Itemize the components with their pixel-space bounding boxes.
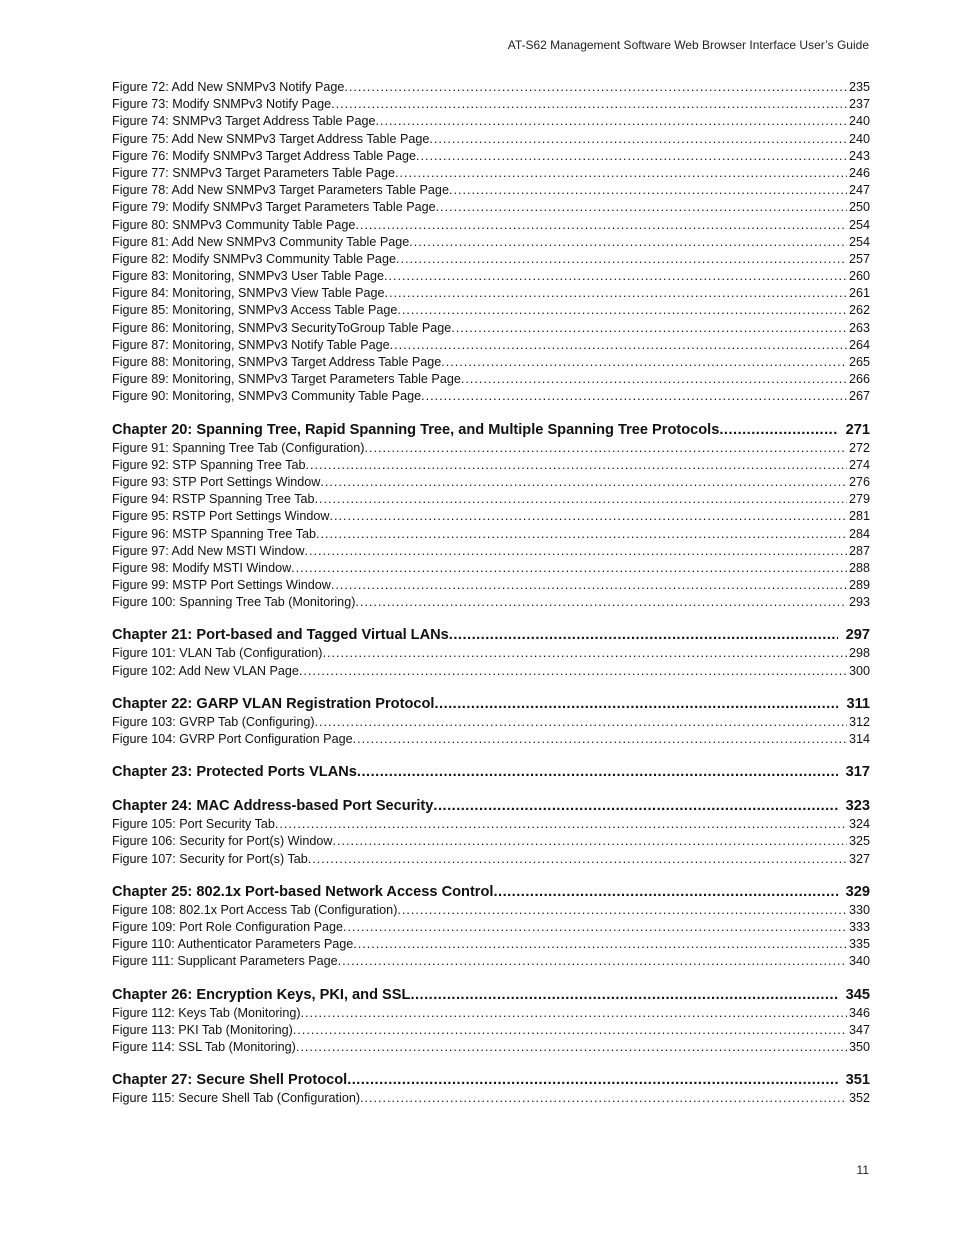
figure-title: Figure 75: Add New SNMPv3 Target Address Table Page <box>112 131 430 146</box>
dot-leader <box>433 797 837 816</box>
figure-page-number: 279 <box>848 492 870 507</box>
figure-title: Figure 77: SNMPv3 Target Parameters Table Page <box>112 165 396 180</box>
figure-page-number: 237 <box>848 97 870 112</box>
dot-leader <box>357 763 838 782</box>
figure-title: Figure 78: Add New SNMPv3 Target Parameters Table Page <box>112 183 449 198</box>
figure-entry[interactable] <box>112 148 870 165</box>
figure-page-number: 246 <box>848 165 870 180</box>
running-header: AT-S62 Management Software Web Browser Interface User’s Guide <box>507 38 869 52</box>
figure-title: Figure 96: MSTP Spanning Tree Tab <box>112 526 316 541</box>
figure-page-number: 293 <box>848 595 870 610</box>
figure-page-number: 254 <box>848 217 870 232</box>
figure-title: Figure 89: Monitoring, SNMPv3 Target Parameters Table Page <box>112 372 461 387</box>
figure-title: Figure 113: PKI Tab (Monitoring) <box>112 1022 293 1037</box>
dot-leader <box>291 560 847 577</box>
figure-page-number: 335 <box>848 937 870 952</box>
figure-entry[interactable] <box>112 919 870 936</box>
chapter-title: Chapter 23: Protected Ports VLANs <box>112 764 357 781</box>
figure-entry[interactable] <box>112 833 870 850</box>
chapter-entry[interactable] <box>112 1071 870 1090</box>
figure-entry[interactable] <box>112 302 870 319</box>
dot-leader <box>429 131 847 148</box>
chapter-page-number: 297 <box>845 627 870 644</box>
figure-page-number: 267 <box>848 389 870 404</box>
figure-page-number: 347 <box>848 1022 870 1037</box>
figure-title: Figure 106: Security for Port(s) Window <box>112 834 333 849</box>
dot-leader <box>409 234 847 251</box>
figure-title: Figure 90: Monitoring, SNMPv3 Community Table Page <box>112 389 422 404</box>
dot-leader <box>331 96 847 113</box>
dot-leader <box>331 577 847 594</box>
figure-title: Figure 107: Security for Port(s) Tab <box>112 851 308 866</box>
figure-title: Figure 93: STP Port Settings Window <box>112 474 321 489</box>
figure-title: Figure 105: Port Security Tab <box>112 817 275 832</box>
figure-title: Figure 94: RSTP Spanning Tree Tab <box>112 492 315 507</box>
figure-entry[interactable] <box>112 714 870 731</box>
figure-entry[interactable] <box>112 320 870 337</box>
figure-entry[interactable] <box>112 285 870 302</box>
figure-title: Figure 112: Keys Tab (Monitoring) <box>112 1005 301 1020</box>
dot-leader <box>396 251 847 268</box>
figure-entry[interactable] <box>112 816 870 833</box>
figure-page-number: 254 <box>848 234 870 249</box>
chapter-entry[interactable] <box>112 986 870 1005</box>
figure-title: Figure 108: 802.1x Port Access Tab (Configuration) <box>112 902 398 917</box>
figure-entry[interactable] <box>112 337 870 354</box>
dot-leader <box>347 1071 837 1090</box>
figure-page-number: 243 <box>848 148 870 163</box>
figure-entry[interactable] <box>112 936 870 953</box>
figure-page-number: 263 <box>848 320 870 335</box>
chapter-entry[interactable] <box>112 763 870 782</box>
figure-page-number: 327 <box>848 851 870 866</box>
figure-entry[interactable] <box>112 1005 870 1022</box>
dot-leader <box>449 182 847 199</box>
dot-leader <box>305 457 847 474</box>
chapter-title: Chapter 25: 802.1x Port-based Network Access Control <box>112 883 494 900</box>
figure-entry[interactable] <box>112 96 870 113</box>
figure-page-number: 272 <box>848 440 870 455</box>
figure-title: Figure 91: Spanning Tree Tab (Configuration) <box>112 440 365 455</box>
figure-page-number: 346 <box>848 1005 870 1020</box>
figure-title: Figure 83: Monitoring, SNMPv3 User Table Page <box>112 269 385 284</box>
figure-page-number: 240 <box>848 114 870 129</box>
figure-entry[interactable] <box>112 526 870 543</box>
figure-page-number: 330 <box>848 902 870 917</box>
chapter-entry[interactable] <box>112 695 870 714</box>
dot-leader <box>275 816 847 833</box>
figure-page-number: 274 <box>848 457 870 472</box>
dot-leader <box>299 663 847 680</box>
figure-entry[interactable] <box>112 902 870 919</box>
figure-title: Figure 109: Port Role Configuration Page <box>112 919 344 934</box>
figure-entry[interactable] <box>112 491 870 508</box>
dot-leader <box>441 354 847 371</box>
figure-title: Figure 111: Supplicant Parameters Page <box>112 954 338 969</box>
dot-leader <box>344 79 847 96</box>
figure-title: Figure 73: Modify SNMPv3 Notify Page <box>112 97 332 112</box>
figure-entry[interactable] <box>112 182 870 199</box>
chapter-title: Chapter 24: MAC Address-based Port Security <box>112 798 434 815</box>
figure-entry[interactable] <box>112 251 870 268</box>
figure-title: Figure 88: Monitoring, SNMPv3 Target Address Table Page <box>112 355 442 369</box>
figure-entry[interactable] <box>112 388 870 405</box>
dot-leader <box>316 526 847 543</box>
dot-leader <box>451 320 847 337</box>
dot-leader <box>329 508 847 525</box>
figure-page-number: 350 <box>848 1039 870 1054</box>
dot-leader <box>493 883 837 902</box>
figure-title: Figure 101: VLAN Tab (Configuration) <box>112 646 323 661</box>
dot-leader <box>385 285 847 302</box>
figure-page-number: 340 <box>848 954 870 969</box>
figure-page-number: 262 <box>848 303 870 318</box>
figure-page-number: 298 <box>848 646 870 661</box>
figure-entry[interactable] <box>112 474 870 491</box>
figure-page-number: 250 <box>848 200 870 215</box>
figure-entry[interactable] <box>112 1090 870 1107</box>
dot-leader <box>416 148 847 165</box>
figure-title: Figure 110: Authenticator Parameters Page <box>112 937 354 952</box>
figure-title: Figure 80: SNMPv3 Community Table Page <box>112 217 356 232</box>
figure-page-number: 265 <box>848 355 870 369</box>
chapter-entry[interactable] <box>112 626 870 645</box>
figure-title: Figure 82: Modify SNMPv3 Community Table Page <box>112 251 396 266</box>
figure-entry[interactable] <box>112 457 870 474</box>
dot-leader <box>461 371 847 388</box>
figure-entry[interactable] <box>112 79 870 96</box>
figure-page-number: 281 <box>848 509 870 524</box>
figure-entry[interactable] <box>112 199 870 216</box>
figure-entry[interactable] <box>112 1039 870 1056</box>
chapter-title: Chapter 20: Spanning Tree, Rapid Spanning Tree, and Multiple Spanning Tree Protocols <box>112 421 720 438</box>
dot-leader <box>304 543 847 560</box>
chapter-title: Chapter 22: GARP VLAN Registration Protocol <box>112 695 435 712</box>
figure-title: Figure 114: SSL Tab (Monitoring) <box>112 1039 296 1054</box>
dot-leader <box>343 919 847 936</box>
dot-leader <box>338 953 847 970</box>
figure-title: Figure 81: Add New SNMPv3 Community Table Page <box>112 234 410 249</box>
dot-leader <box>320 474 847 491</box>
figure-entry[interactable] <box>112 113 870 130</box>
figure-page-number: 284 <box>848 526 870 541</box>
dot-leader <box>315 491 847 508</box>
figure-title: Figure 98: Modify MSTI Window <box>112 560 292 575</box>
figure-entry[interactable] <box>112 851 870 868</box>
table-of-figures <box>112 79 870 1107</box>
figure-title: Figure 99: MSTP Port Settings Window <box>112 578 331 593</box>
dot-leader <box>719 421 837 440</box>
figure-page-number: 257 <box>848 251 870 266</box>
dot-leader <box>355 217 847 234</box>
dot-leader <box>355 594 847 611</box>
figure-title: Figure 92: STP Spanning Tree Tab <box>112 457 306 472</box>
dot-leader <box>293 1022 847 1039</box>
figure-entry[interactable] <box>112 731 870 748</box>
dot-leader <box>384 268 847 285</box>
dot-leader <box>353 731 847 748</box>
chapter-page-number: 311 <box>846 695 870 712</box>
figure-entry[interactable] <box>112 577 870 594</box>
figure-title: Figure 79: Modify SNMPv3 Target Parameters Table Page <box>112 200 436 215</box>
figure-page-number: 266 <box>848 372 870 387</box>
figure-page-number: 352 <box>848 1091 870 1106</box>
chapter-page-number: 317 <box>845 764 870 781</box>
dot-leader <box>365 440 847 457</box>
chapter-title: Chapter 21: Port-based and Tagged Virtual LANs <box>112 627 449 644</box>
dot-leader <box>436 199 847 216</box>
chapter-page-number: 323 <box>845 798 870 815</box>
dot-leader <box>397 302 847 319</box>
dot-leader <box>449 626 838 645</box>
figure-page-number: 247 <box>848 183 870 198</box>
figure-title: Figure 76: Modify SNMPv3 Target Address Table Page <box>112 148 417 163</box>
chapter-entry[interactable] <box>112 883 870 902</box>
chapter-page-number: 329 <box>845 883 870 900</box>
dot-leader <box>434 695 838 714</box>
dot-leader <box>375 113 847 130</box>
figure-entry[interactable] <box>112 131 870 148</box>
dot-leader <box>395 165 847 182</box>
dot-leader <box>332 833 847 850</box>
figure-title: Figure 85: Monitoring, SNMPv3 Access Table Page <box>112 303 398 318</box>
figure-title: Figure 87: Monitoring, SNMPv3 Notify Table Page <box>112 337 390 352</box>
figure-title: Figure 86: Monitoring, SNMPv3 SecurityToGroup Table Page <box>112 320 452 335</box>
figure-page-number: 289 <box>848 578 870 593</box>
figure-page-number: 276 <box>848 474 870 489</box>
figure-page-number: 287 <box>848 543 870 558</box>
figure-entry[interactable] <box>112 354 870 371</box>
figure-title: Figure 100: Spanning Tree Tab (Monitoring) <box>112 595 356 610</box>
chapter-title: Chapter 26: Encryption Keys, PKI, and SSL <box>112 986 411 1003</box>
figure-page-number: 314 <box>848 732 870 746</box>
chapter-page-number: 345 <box>845 986 870 1003</box>
figure-title: Figure 72: Add New SNMPv3 Notify Page <box>112 80 345 94</box>
figure-entry[interactable] <box>112 663 870 680</box>
dot-leader <box>390 337 847 354</box>
dot-leader <box>360 1090 847 1107</box>
dot-leader <box>301 1005 847 1022</box>
chapter-entry[interactable] <box>112 421 870 440</box>
figure-entry[interactable] <box>112 508 870 525</box>
figure-entry[interactable] <box>112 560 870 577</box>
figure-entry[interactable] <box>112 645 870 662</box>
dot-leader <box>322 645 847 662</box>
figure-page-number: 325 <box>848 834 870 849</box>
figure-title: Figure 103: GVRP Tab (Configuring) <box>112 714 315 729</box>
chapter-page-number: 271 <box>845 421 870 438</box>
figure-page-number: 324 <box>848 817 870 832</box>
figure-entry[interactable] <box>112 594 870 611</box>
figure-page-number: 260 <box>848 269 870 284</box>
figure-entry[interactable] <box>112 440 870 457</box>
figure-entry[interactable] <box>112 268 870 285</box>
figure-title: Figure 84: Monitoring, SNMPv3 View Table Page <box>112 286 385 301</box>
figure-title: Figure 102: Add New VLAN Page <box>112 663 299 678</box>
dot-leader <box>315 714 847 731</box>
page-number: 11 <box>856 1163 869 1177</box>
figure-entry[interactable] <box>112 953 870 970</box>
figure-entry[interactable] <box>112 217 870 234</box>
figure-entry[interactable] <box>112 165 870 182</box>
dot-leader <box>397 902 847 919</box>
chapter-entry[interactable] <box>112 797 870 816</box>
figure-entry[interactable] <box>112 543 870 560</box>
figure-page-number: 312 <box>848 714 870 729</box>
dot-leader <box>353 936 847 953</box>
figure-title: Figure 95: RSTP Port Settings Window <box>112 509 330 524</box>
figure-entry[interactable] <box>112 234 870 251</box>
figure-title: Figure 97: Add New MSTI Window <box>112 543 305 558</box>
dot-leader <box>308 851 847 868</box>
chapter-page-number: 351 <box>845 1072 870 1089</box>
figure-page-number: 240 <box>848 131 870 146</box>
figure-title: Figure 74: SNMPv3 Target Address Table Page <box>112 114 376 129</box>
figure-page-number: 300 <box>848 663 870 678</box>
dot-leader <box>410 986 837 1005</box>
dot-leader <box>296 1039 847 1056</box>
figure-page-number: 288 <box>848 560 870 575</box>
figure-title: Figure 115: Secure Shell Tab (Configuration) <box>112 1091 361 1106</box>
figure-entry[interactable] <box>112 1022 870 1039</box>
figure-title: Figure 104: GVRP Port Configuration Page <box>112 732 353 746</box>
figure-page-number: 235 <box>848 80 870 94</box>
dot-leader <box>421 388 847 405</box>
figure-page-number: 264 <box>848 337 870 352</box>
figure-page-number: 333 <box>848 919 870 934</box>
chapter-title: Chapter 27: Secure Shell Protocol <box>112 1072 348 1089</box>
figure-entry[interactable] <box>112 371 870 388</box>
figure-page-number: 261 <box>848 286 870 301</box>
